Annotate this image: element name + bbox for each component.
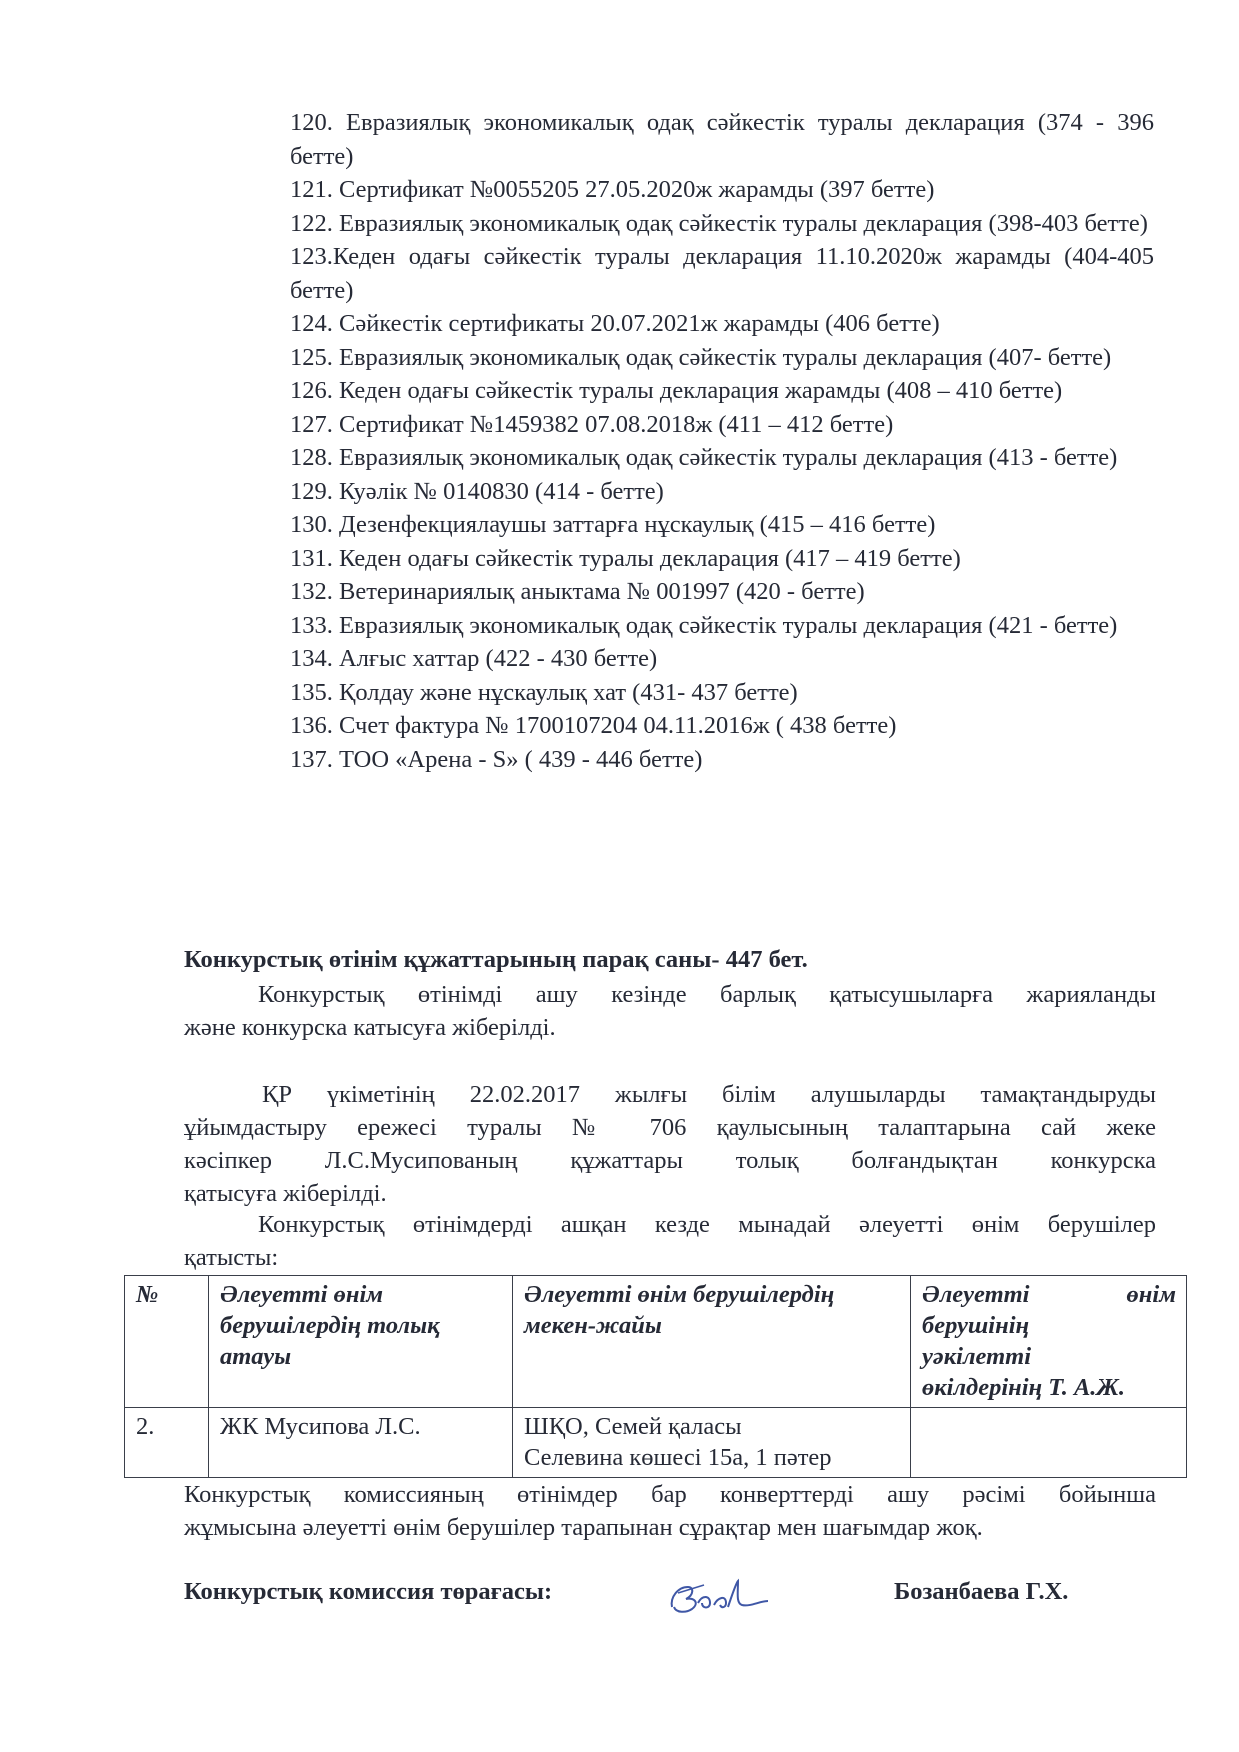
address-line: Селевина көшесі 15а, 1 пәтер xyxy=(524,1444,832,1471)
closing-line: Конкурстық комиссияның өтінімдер бар конверттерді ашу рәсімі бойынша xyxy=(184,1481,1156,1508)
closing-line: жұмысына әлеуетті өнім берушілер тарапынан сұрақтар мен шағымдар жоқ. xyxy=(184,1514,983,1541)
list-item: 129. Куәлік № 0140830 (414 - бетте) xyxy=(290,477,664,505)
document-list xyxy=(290,106,1154,776)
bidders-table xyxy=(124,1275,1187,1478)
header-line: өкілдерінің Т. А.Ж. xyxy=(922,1374,1126,1401)
list-item: 133. Евразиялық экономикалық одақ сәйкестік туралы декларация (421 - бетте) xyxy=(290,611,1118,639)
chair-name: Бозанбаева Г.Х. xyxy=(894,1578,1069,1605)
list-item: 136. Счет фактура № 1700107204 04.11.2016ж ( 438 бетте) xyxy=(290,712,897,739)
opening-line: Конкурстық өтінімді ашу кезінде барлық қатысушыларға жарияланды xyxy=(258,981,1156,1008)
header-representative xyxy=(911,1276,1187,1408)
list-item: 121. Сертификат №0055205 27.05.2020ж жарамды (397 бетте) xyxy=(290,176,935,203)
header-full-name xyxy=(209,1276,513,1408)
decision-line: ұйымдастыру ережесі туралы № 706 қаулысының талаптарына сай жеке xyxy=(184,1114,1156,1141)
bidders-intro-line: Конкурстық өтінімдерді ашқан кезде мынадай әлеуетті өнім берушілер xyxy=(258,1211,1156,1238)
cell-number: 2. xyxy=(125,1408,209,1478)
list-item: 132. Ветеринариялық аныктама № 001997 (420 - бетте) xyxy=(290,578,865,605)
chair-label: Конкурстық комиссия төрағасы: xyxy=(184,1578,553,1605)
list-item: 131. Кеден одағы сәйкестік туралы декларация (417 – 419 бетте) xyxy=(290,544,961,572)
bidders-intro-paragraph xyxy=(184,1208,1156,1274)
header-line: атауы xyxy=(220,1343,292,1370)
header-address xyxy=(513,1276,911,1408)
header-line: Әлеуетті өнім xyxy=(922,1281,1176,1308)
list-item: 134. Алғыс хаттар (422 - 430 бетте) xyxy=(290,645,658,672)
decision-line: ҚР үкіметінің 22.02.2017 жылғы білім алушыларды тамақтандыруды xyxy=(262,1081,1156,1108)
list-item: 137. ТОО «Арена - S» ( 439 - 446 бетте) xyxy=(290,745,703,773)
decision-line: кәсіпкер Л.С.Мусипованың құжаттары толық болғандықтан конкурска xyxy=(184,1147,1156,1174)
header-line: Әлеуетті өнім берушілердің xyxy=(524,1281,835,1308)
list-item: 125. Евразиялық экономикалық одақ сәйкестік туралы декларация (407- бетте) xyxy=(290,343,1112,371)
list-item: 126. Кеден одағы сәйкестік туралы декларация жарамды (408 – 410 бетте) xyxy=(290,377,1063,404)
list-item: 127. Сертификат №1459382 07.08.2018ж (411 – 412 бетте) xyxy=(290,410,894,438)
total-pages-line: Конкурстық өтінім құжаттарының парақ саны- 447 бет. xyxy=(184,946,808,973)
list-item: 123.Кеден одағы сәйкестік туралы декларация 11.10.2020ж жарамды (404-405 бетте) xyxy=(290,243,1154,304)
table-row xyxy=(125,1408,1187,1478)
header-line: берушілердің толық xyxy=(220,1312,440,1339)
list-item: 120. Евразиялық экономикалық одақ сәйкестік туралы декларация (374 - 396 бетте) xyxy=(290,109,1154,170)
list-item: 122. Евразиялық экономикалық одақ сәйкестік туралы декларация (398-403 бетте) xyxy=(290,209,1148,237)
bidders-intro-line: қатысты: xyxy=(184,1244,279,1271)
cell-name: ЖК Мусипова Л.С. xyxy=(209,1408,513,1478)
opening-paragraph xyxy=(184,978,1156,1044)
opening-line: және конкурска катысуға жіберілді. xyxy=(184,1014,556,1041)
handwritten-signature xyxy=(664,1573,774,1621)
cell-address xyxy=(513,1408,911,1478)
header-line: мекен-жайы xyxy=(524,1312,662,1339)
decision-paragraph xyxy=(184,1078,1156,1210)
header-number: № xyxy=(125,1276,209,1408)
closing-paragraph xyxy=(184,1478,1156,1544)
list-item: 135. Қолдау және нұскаулық хат (431- 437 бетте) xyxy=(290,678,798,706)
header-line: уәкілетті xyxy=(922,1343,1032,1370)
address-line: ШҚО, Семей қаласы xyxy=(524,1413,742,1440)
header-line: берушінің xyxy=(922,1312,1030,1339)
table-header-row xyxy=(125,1276,1187,1408)
cell-representative xyxy=(911,1408,1187,1478)
header-line: Әлеуетті өнім xyxy=(220,1281,384,1308)
decision-line: қатысуға жіберілді. xyxy=(184,1180,387,1207)
list-item: 130. Дезенфекциялаушы заттарға нұскаулық (415 – 416 бетте) xyxy=(290,511,936,538)
list-item: 124. Сәйкестік сертификаты 20.07.2021ж жарамды (406 бетте) xyxy=(290,310,940,337)
list-item: 128. Евразиялық экономикалық одақ сәйкестік туралы декларация (413 - бетте) xyxy=(290,444,1118,471)
